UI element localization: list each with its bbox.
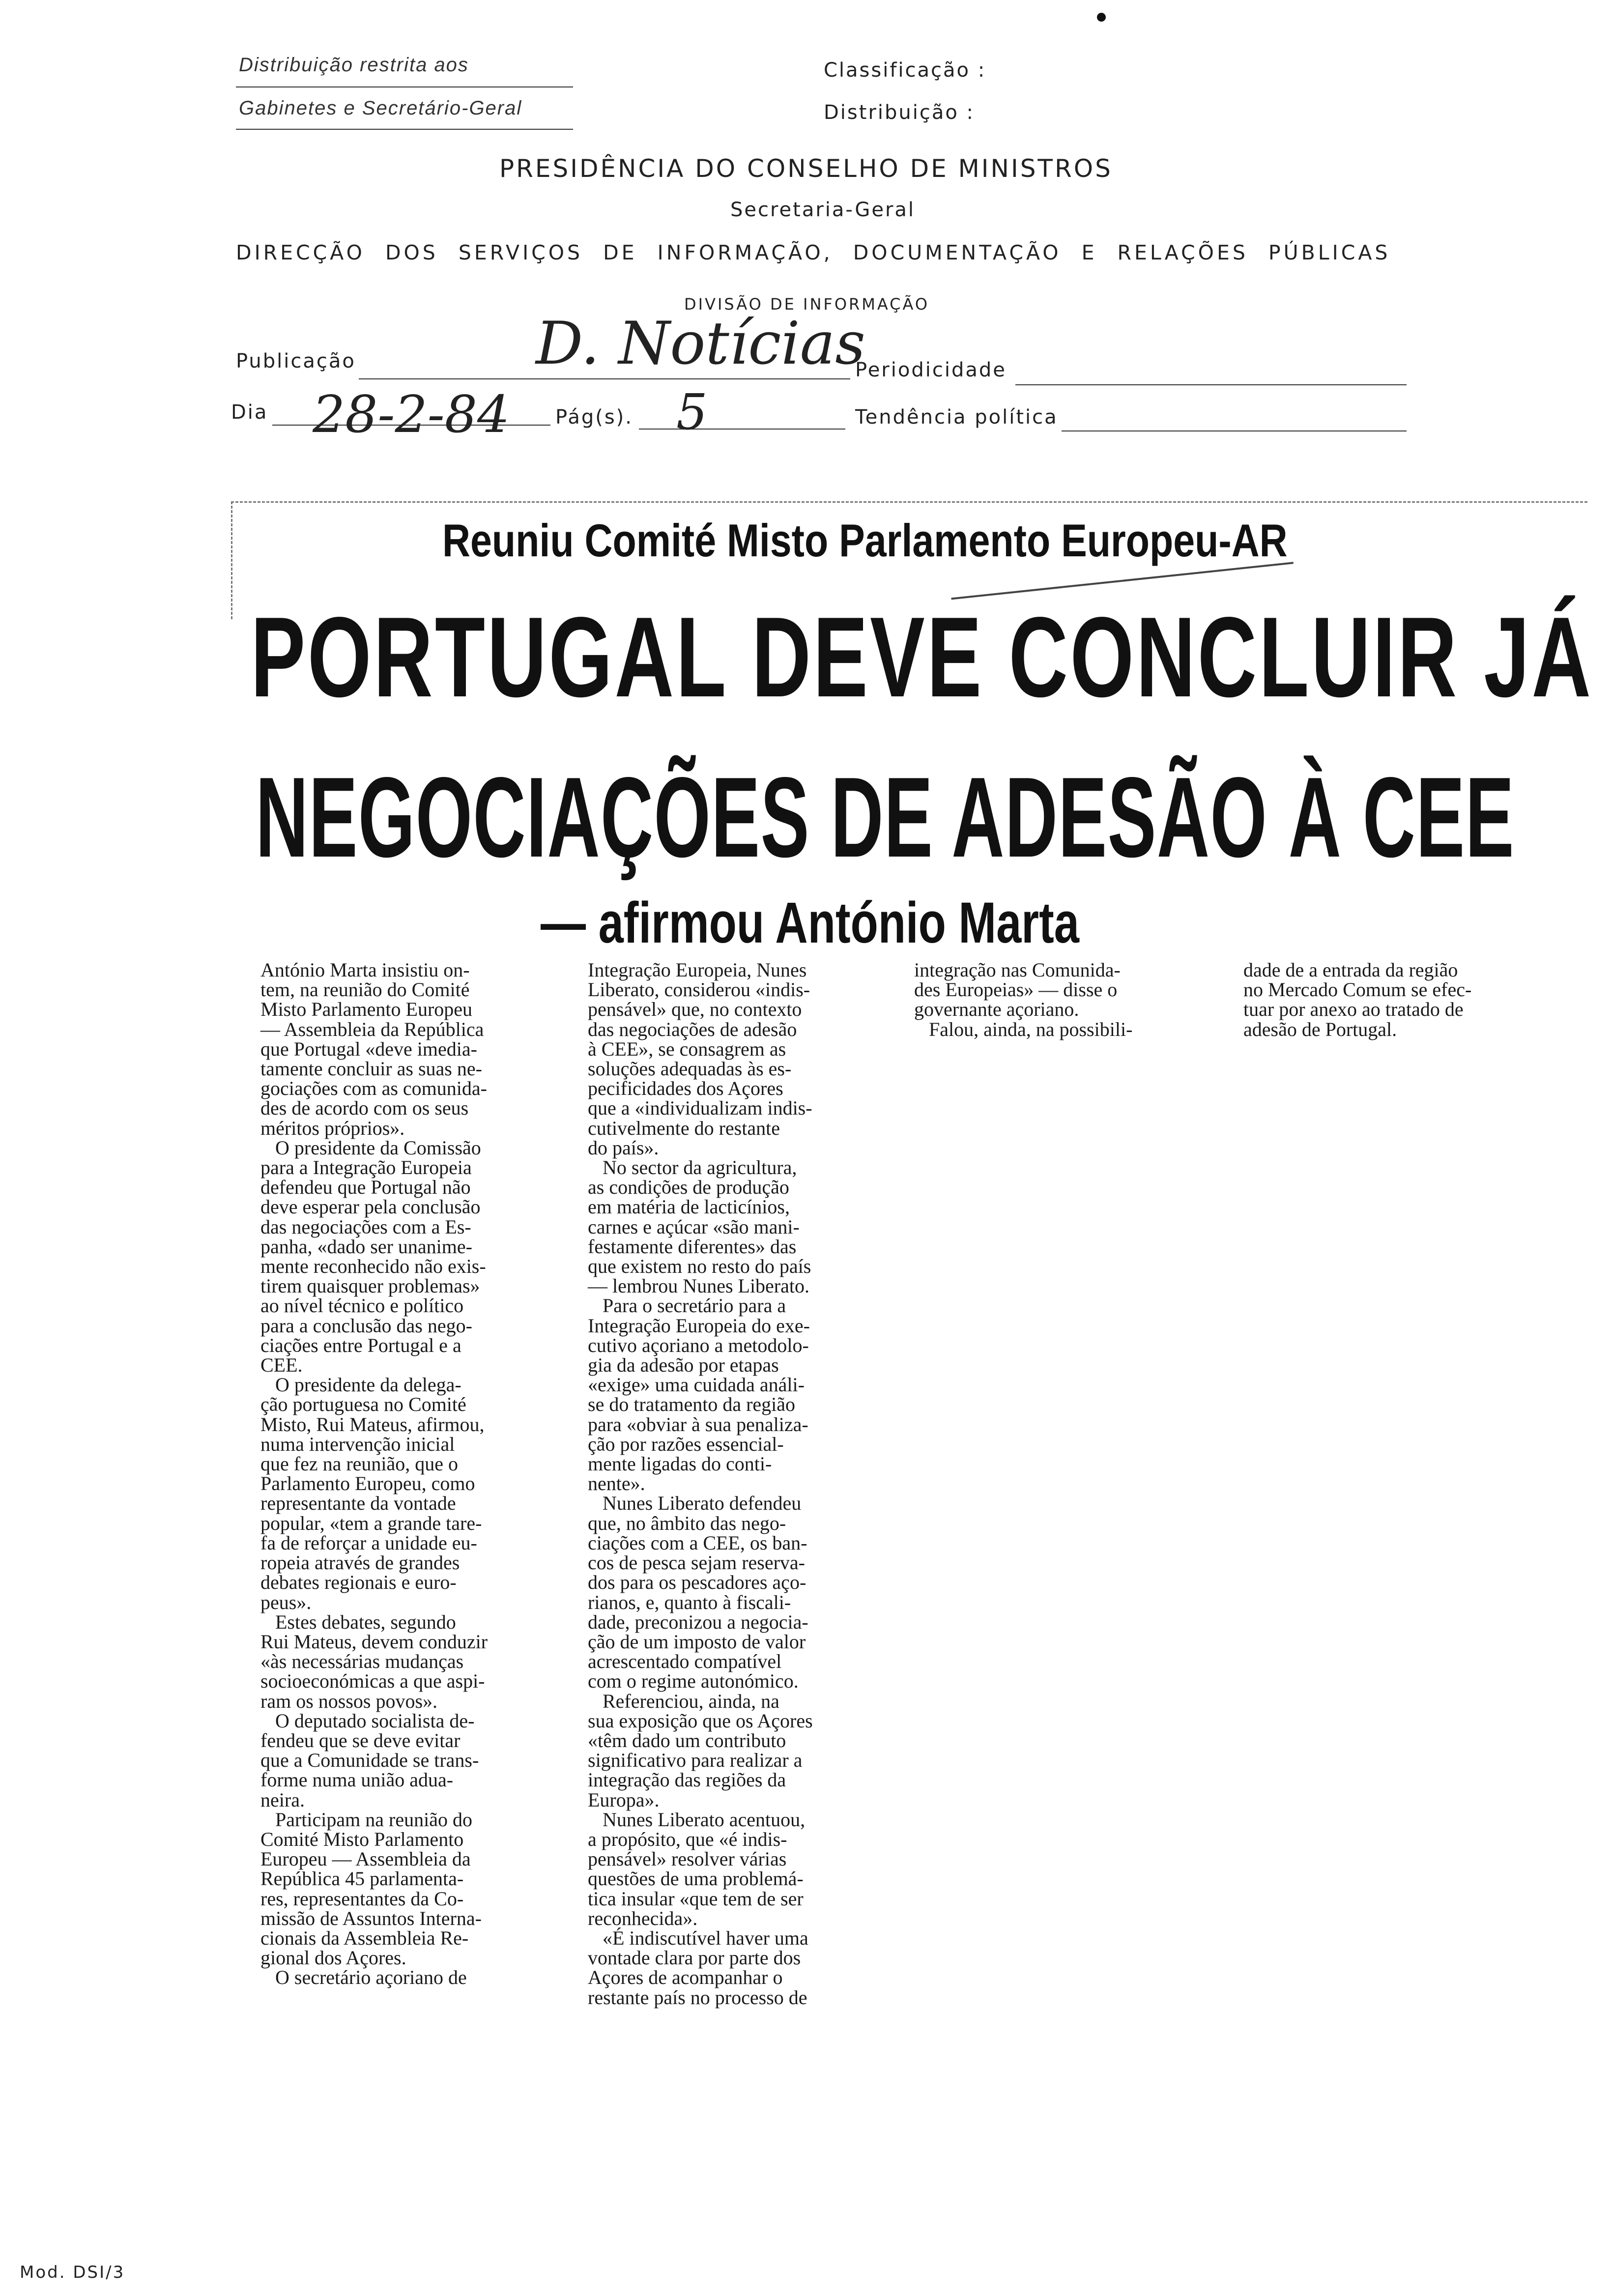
article-column-2: Integração Europeia, Nunes Liberato, considerou «indis- pensável» que, no contexto das negociações de adesão à CEE», se consagrem as soluções adequadas às es- pecificidades dos Açores que a «individualizam indis- cutivelmente do restante do país». No sector da agricultura, as condições de produção em matéria de lacticínios, carnes e açúcar «são mani- festamente diferentes» das que existem no resto do país — lembrou Nunes Liberato. Para o secretário para a Integração Europeia do exe- cutivo açoriano a metodolo- gia da adesão por etapas «exige» uma cuidada análi- se do tratamento da região para «obviar à sua penaliza- ção por razões essencial- mente ligadas do conti- nente». Nunes Liberato defendeu que, no âmbito das nego- ciações com a CEE, os ban- cos de pesca sejam reserva- dos para os pescadores aço- rianos, e, quanto à fiscali- dade, preconizou a negocia- ção de um imposto de valor acrescentado compatível com o regime autonómico. Referenciou, ainda, na sua exposição que os Açores «têm dado um contributo significativo para realizar a integração das regiões da Europa». Nunes Liberato acentuou, a propósito, que «é indis- pensável» resolver várias questões de uma problemá- tica insular «que tem de ser reconhecida». «É indiscutível haver uma vontade clara por parte dos Açores de acompanhar o restante país no processo de	[588, 959, 813, 2009]
publicacao-line	[359, 378, 850, 379]
classificacao-label: Classificação :	[824, 59, 986, 82]
form-model-footer: Mod. DSI/3	[20, 2263, 125, 2282]
article-column-1: António Marta insistiu on- tem, na reunião do Comité Misto Parlamento Europeu — Assembleia da República que Portugal «deve imedia- tamente concluir as suas ne- gociações com as comunida- des de acordo com os seus méritos próprios». O presidente da Comissão para a Integração Europeia defendeu que Portugal não deve esperar pela conclusão das negociações com a Es- panha, «dado ser unanime- mente reconhecido não exis- tirem quaisquer problemas» ao nível técnico e político para a conclusão das nego- ciações entre Portugal e a CEE. O presidente da delega- ção portuguesa no Comité Misto, Rui Mateus, afirmou, numa intervenção inicial que fez na reunião, que o Parlamento Europeu, como representante da vontade popular, «tem a grande tare- fa de reforçar a unidade eu- ropeia através de grandes debates regionais e euro- peus». Estes debates, segundo Rui Mateus, devem conduzir «às necessárias mudanças socioeconómicas a que aspi- ram os nossos povos». O deputado socialista de- fendeu que se deve evitar que a Comunidade se trans- forme numa união adua- neira. Participam na reunião do Comité Misto Parlamento Europeu — Assembleia da República 45 parlamenta- res, representantes da Co- missão de Assuntos Interna- cionais da Assembleia Re- gional dos Açores. O secretário açoriano de	[260, 959, 488, 1989]
secretaria-label: Secretaria-Geral	[730, 199, 916, 221]
publicacao-handwritten: D. Notícias	[536, 310, 865, 378]
headline-line-1: PORTUGAL DEVE CONCLUIR JÁ	[251, 594, 1593, 721]
tendencia-line	[1062, 430, 1407, 431]
periodicidade-line	[1015, 384, 1407, 385]
ink-dot	[1097, 13, 1106, 22]
article-column-3: integração nas Comunida- des Europeias» — disse o governante açoriano. Falou, ainda, na possibili-	[914, 959, 1133, 1040]
distribution-note-line2: Gabinetes e Secretário-Geral	[239, 97, 522, 119]
distribution-underline-2	[236, 129, 573, 130]
tendencia-label: Tendência política	[855, 406, 1058, 429]
article-subhead: — afirmou António Marta	[541, 890, 1079, 955]
pags-line	[639, 429, 845, 430]
clipping-edge-top	[231, 501, 1587, 503]
article-kicker: Reuniu Comité Misto Parlamento Europeu-AR	[442, 515, 1288, 566]
distribution-underline-1	[236, 86, 573, 87]
divisao-label: DIVISÃO DE INFORMAÇÃO	[684, 295, 930, 314]
clipping-edge-left	[231, 501, 232, 619]
article-column-4: dade de a entrada da região no Mercado Comum se efec- tuar por anexo ao tratado de adesão de Portugal.	[1243, 959, 1472, 1040]
direccao-title: DIRECÇÃO DOS SERVIÇOS DE INFORMAÇÃO, DOCUMENTAÇÃO E RELAÇÕES PÚBLICAS	[236, 241, 1391, 264]
distribuicao-label: Distribuição :	[824, 101, 975, 124]
pags-label: Pág(s).	[555, 406, 633, 429]
periodicidade-label: Periodicidade	[855, 359, 1007, 381]
headline-line-2: NEGOCIAÇÕES DE ADESÃO À CEE	[256, 754, 1515, 881]
publicacao-label: Publicação	[236, 350, 356, 373]
distribution-note-line1: Distribuição restrita aos	[239, 54, 469, 76]
organization-title: PRESIDÊNCIA DO CONSELHO DE MINISTROS	[499, 154, 1113, 183]
pags-handwritten: 5	[676, 383, 708, 441]
dia-handwritten: 28-2-84	[313, 384, 510, 444]
dia-label: Dia	[231, 401, 268, 424]
